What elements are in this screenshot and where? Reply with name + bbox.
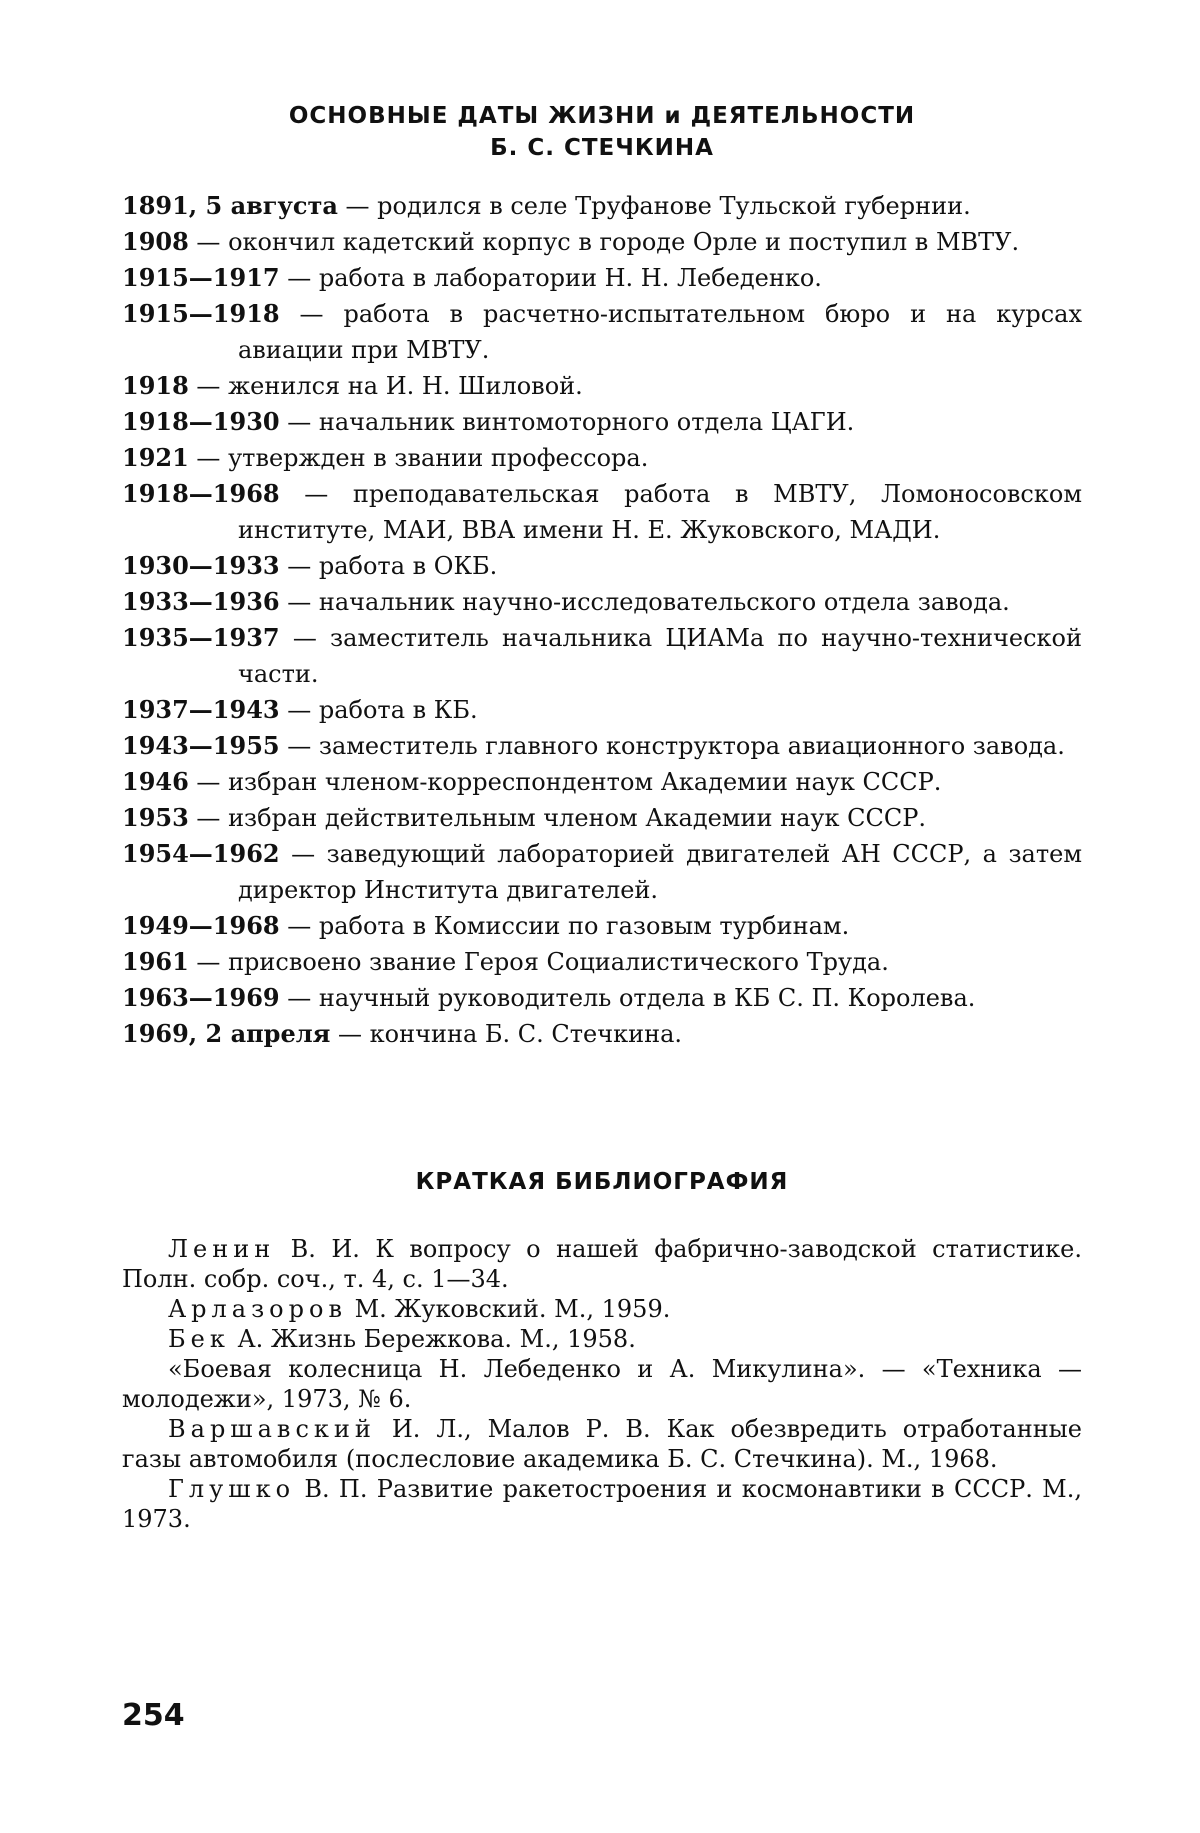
entry-separator: — — [189, 444, 228, 472]
entry-text: работа в ОКБ. — [319, 552, 497, 580]
timeline-entry — [122, 440, 1082, 476]
entry-date: 1930—1933 — [122, 551, 280, 580]
entry-date: 1891, 5 августа — [122, 191, 338, 220]
entry-date: 1954—1962 — [122, 839, 280, 868]
entry-text: научный руководитель отдела в КБ С. П. Королева. — [319, 984, 976, 1012]
entry-date: 1915—1917 — [122, 263, 280, 292]
timeline-entry — [122, 404, 1082, 440]
timeline-entry — [122, 800, 1082, 836]
timeline-entry — [122, 224, 1082, 260]
entry-text: избран членом-корреспондентом Академии наук СССР. — [228, 768, 941, 796]
entry-citation: М. Жуковский. М., 1959. — [347, 1295, 670, 1323]
entry-text: избран действительным членом Академии наук СССР. — [228, 804, 926, 832]
entry-text: заведующий лабораторией двигателей АН СССР, а затем директор Института двигателей. — [238, 840, 1082, 904]
entry-text: родился в селе Труфанове Тульской губернии. — [377, 192, 971, 220]
entry-separator: — — [280, 480, 353, 508]
entry-author: Глушко — [168, 1475, 295, 1503]
entry-text: женился на И. Н. Шиловой. — [228, 372, 583, 400]
entry-citation: В. П. Развитие ракетостроения и космонавтики в СССР. М., 1973. — [122, 1475, 1082, 1533]
bibliography-entry — [122, 1234, 1082, 1294]
entry-text: работа в расчетно-испытательном бюро и на курсах авиации при МВТУ. — [238, 300, 1082, 364]
entry-author: Арлазоров — [168, 1295, 347, 1323]
entry-citation: А. Жизнь Бережкова. М., 1958. — [230, 1325, 636, 1353]
entry-citation: В. И. К вопросу о нашей фабрично-заводской статистике. Полн. собр. соч., т. 4, с. 1—34. — [122, 1235, 1082, 1293]
timeline-entry — [122, 548, 1082, 584]
entry-author: Бек — [168, 1325, 230, 1353]
entry-date: 1949—1968 — [122, 911, 280, 940]
entry-date: 1969, 2 апреля — [122, 1019, 330, 1048]
entry-author: Ленин — [168, 1235, 275, 1263]
entry-text: работа в КБ. — [319, 696, 478, 724]
page-number: 254 — [122, 1698, 185, 1733]
entry-separator: — — [280, 552, 319, 580]
entry-separator: — — [189, 228, 228, 256]
entry-author: Варшавский — [168, 1415, 376, 1443]
entry-separator: — — [280, 984, 319, 1012]
timeline-entry — [122, 836, 1082, 908]
entry-date: 1933—1936 — [122, 587, 280, 616]
entry-citation: И. Л., Малов Р. В. Как обезвредить отработанные газы автомобиля (послесловие академика Б. С. Стечкина). М., 1968. — [122, 1415, 1082, 1473]
entry-text: утвержден в звании профессора. — [228, 444, 648, 472]
entry-text: работа в лаборатории Н. Н. Лебеденко. — [319, 264, 822, 292]
entry-separator: — — [280, 588, 319, 616]
entry-separator: — — [338, 192, 377, 220]
entry-date: 1921 — [122, 443, 189, 472]
entry-separator: — — [280, 300, 344, 328]
entry-separator: — — [189, 768, 228, 796]
entry-date: 1937—1943 — [122, 695, 280, 724]
entry-separator: — — [330, 1020, 369, 1048]
entry-separator: — — [189, 804, 228, 832]
entry-text: кончина Б. С. Стечкина. — [370, 1020, 682, 1048]
bibliography-entry — [122, 1324, 1082, 1354]
entry-text: присвоено звание Героя Социалистического Труда. — [228, 948, 889, 976]
entry-text: заместитель начальника ЦИАМа по научно-технической части. — [238, 624, 1082, 688]
entry-separator: — — [280, 840, 327, 868]
timeline-entry — [122, 584, 1082, 620]
timeline-entry — [122, 944, 1082, 980]
entry-date: 1963—1969 — [122, 983, 280, 1012]
timeline-entry — [122, 692, 1082, 728]
entry-text: начальник винтомоторного отдела ЦАГИ. — [319, 408, 854, 436]
entry-date: 1918—1930 — [122, 407, 280, 436]
bibliography-title: КРАТКАЯ БИБЛИОГРАФИЯ — [122, 1166, 1082, 1198]
entry-date: 1943—1955 — [122, 731, 280, 760]
timeline-entry — [122, 476, 1082, 548]
entry-date: 1935—1937 — [122, 623, 280, 652]
bibliography-entry — [122, 1294, 1082, 1324]
entry-citation: «Боевая колесница Н. Лебеденко и А. Микулина». — «Техника — молодежи», 1973, № 6. — [122, 1355, 1082, 1413]
entry-text: преподавательская работа в МВТУ, Ломоносовском институте, МАИ, ВВА имени Н. Е. Жуковского, МАДИ. — [238, 480, 1082, 544]
entry-date: 1918—1968 — [122, 479, 280, 508]
entry-separator: — — [280, 912, 319, 940]
timeline-entry — [122, 980, 1082, 1016]
entry-date: 1946 — [122, 767, 189, 796]
timeline-entry — [122, 908, 1082, 944]
timeline-entry — [122, 296, 1082, 368]
entry-separator: — — [280, 408, 319, 436]
entry-text: начальник научно-исследовательского отдела завода. — [319, 588, 1010, 616]
entry-date: 1908 — [122, 227, 189, 256]
timeline-list — [122, 188, 1082, 1052]
book-page — [122, 100, 1082, 1534]
entry-date: 1915—1918 — [122, 299, 280, 328]
timeline-entry — [122, 764, 1082, 800]
entry-separator: — — [280, 264, 319, 292]
entry-separator: — — [280, 732, 319, 760]
timeline-entry — [122, 260, 1082, 296]
bibliography-entry — [122, 1474, 1082, 1534]
entry-text: заместитель главного конструктора авиационного завода. — [319, 732, 1065, 760]
timeline-title-line2: Б. С. СТЕЧКИНА — [122, 132, 1082, 164]
timeline-entry — [122, 620, 1082, 692]
bibliography-entry — [122, 1414, 1082, 1474]
timeline-entry — [122, 368, 1082, 404]
entry-separator: — — [280, 696, 319, 724]
timeline-title-line1: ОСНОВНЫЕ ДАТЫ ЖИЗНИ и ДЕЯТЕЛЬНОСТИ — [122, 100, 1082, 132]
timeline-entry — [122, 728, 1082, 764]
bibliography-entry — [122, 1354, 1082, 1414]
entry-date: 1953 — [122, 803, 189, 832]
bibliography-list — [122, 1234, 1082, 1534]
entry-date: 1961 — [122, 947, 189, 976]
entry-separator: — — [189, 372, 228, 400]
entry-separator: — — [189, 948, 228, 976]
entry-separator: — — [280, 624, 330, 652]
entry-text: работа в Комиссии по газовым турбинам. — [319, 912, 849, 940]
timeline-entry — [122, 1016, 1082, 1052]
timeline-entry — [122, 188, 1082, 224]
entry-text: окончил кадетский корпус в городе Орле и поступил в МВТУ. — [228, 228, 1019, 256]
entry-date: 1918 — [122, 371, 189, 400]
